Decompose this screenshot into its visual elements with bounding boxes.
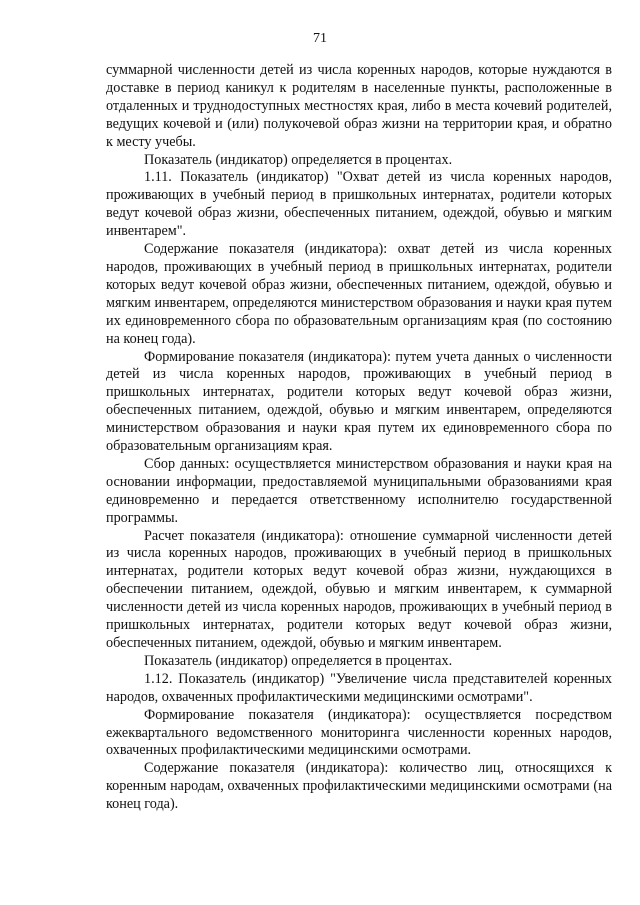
- paragraph-unit-percent: Показатель (индикатор) определяется в процентах.: [144, 151, 453, 168]
- paragraph-indicator-formation-2: Формирование показателя (индикатора): осуществляется посредством ежеквартального ведомственного мониторинга численности коренных народов, охваченных профилактическими медицинскими осмотрами.: [106, 706, 612, 759]
- document-body: [106, 62, 612, 814]
- page-number: 71: [313, 31, 327, 46]
- paragraph-indicator-calculation: Расчет показателя (индикатора): отношение суммарной численности детей из числа коренных народов, проживающих в учебный период в пришкольных интернатах, родители которых ведут кочевой образ жизни, нуждающихся в обеспечении питанием, одеждой, обувью и мягким инвентарем, к суммарной численности детей из числа коренных народов, проживающих в учебный период в пришкольных интернатах, родители которых ведут кочевой образ жизни, обеспеченных питанием, одеждой, обувью и мягким инвентарем.: [106, 527, 612, 651]
- paragraph-unit-percent-2: Показатель (индикатор) определяется в процентах.: [144, 652, 453, 669]
- paragraph-indicator-content-2: Содержание показателя (индикатора): количество лиц, относящихся к коренным народам, охваченных профилактическими медицинскими осмотрами (на конец года).: [106, 760, 612, 813]
- paragraph-continuation: суммарной численности детей из числа коренных народов, которые нуждаются в доставке в период каникул к родителям в населенные пункты, расположенные в отдаленных и труднодоступных местностях края, либо в места кочевий родителей, ведущих кочевой и (или) полукочевой образ жизни на территории края, и обратно к месту учебы.: [106, 62, 612, 150]
- paragraph-indicator-1-12: 1.12. Показатель (индикатор) "Увеличение числа представителей коренных народов, охваченных профилактическими медицинскими осмотрами".: [106, 670, 612, 705]
- paragraph-data-collection: Сбор данных: осуществляется министерством образования и науки края на основании информации, предоставляемой муниципальными образованиями края единовременно и передается ответственному исполнителю государственной программы.: [106, 455, 612, 526]
- paragraph-indicator-formation: Формирование показателя (индикатора): путем учета данных о численности детей из числа коренных народов, проживающих в учебный период в пришкольных интернатах, родители которых ведут кочевой образ жизни, обеспеченных питанием, одеждой, обувью и мягким инвентарем, определяются министерством образования и науки края путем их единовременного сбора по образовательным организациям края.: [106, 348, 612, 455]
- paragraph-indicator-1-11: 1.11. Показатель (индикатор) "Охват детей из числа коренных народов, проживающих в учебный период в пришкольных интернатах, родители которых ведут кочевой образ жизни, обеспеченных питанием, одеждой, обувью и мягким инвентарем".: [106, 169, 612, 240]
- paragraph-indicator-content: Содержание показателя (индикатора): охват детей из числа коренных народов, проживающих в учебный период в пришкольных интернатах, родители которых ведут кочевой образ жизни, обеспеченных питанием, одеждой, обувью и мягким инвентарем, определяются министерством образования и науки края путем их единовременного сбора по образовательным организациям края (по состоянию на конец года).: [106, 241, 612, 347]
